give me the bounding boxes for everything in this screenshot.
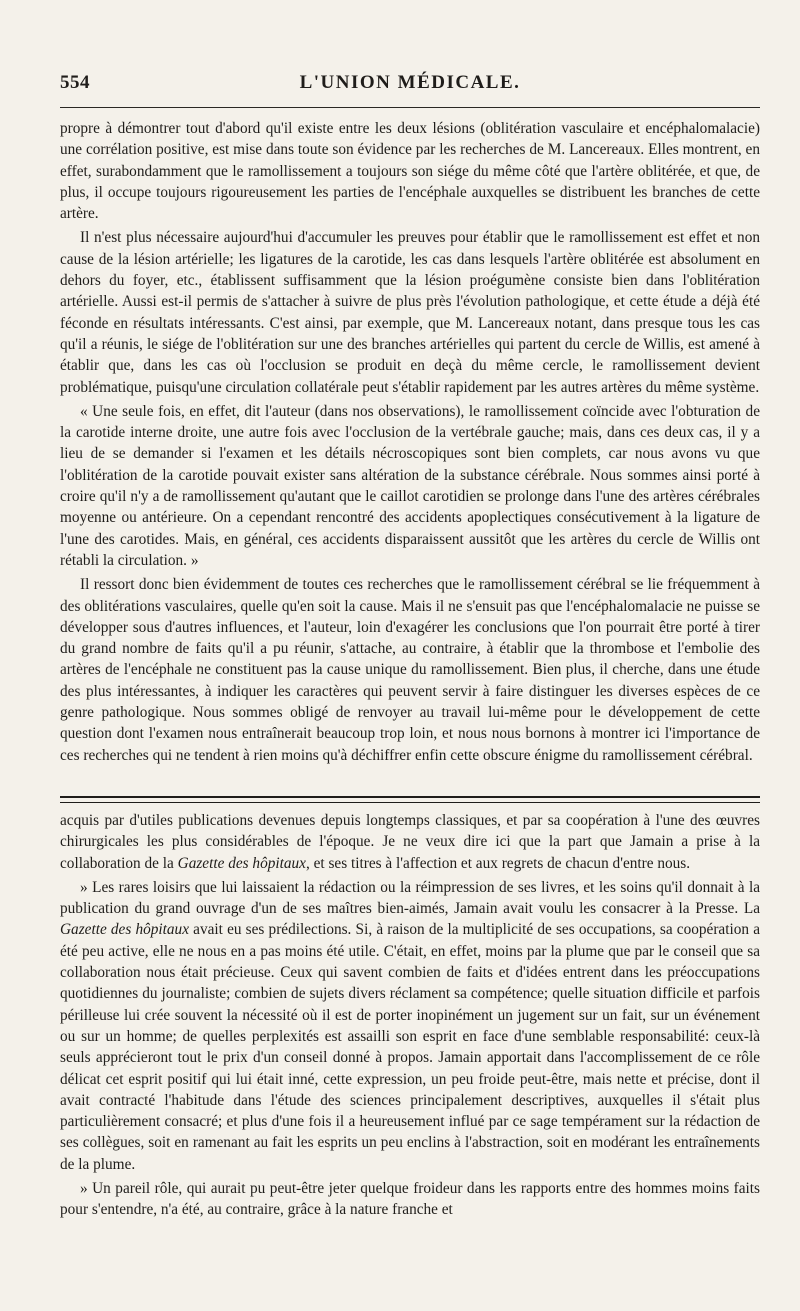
quotation-paragraph: « Une seule fois, en effet, dit l'auteur (dans nos observations), le ramollissement coïncide avec l'obturation de la carotide interne droite, une autre fois avec l'occlusion de la vertébrale gauche; mais, dans ces deux cas, il y a lieu de se demander si l'examen et les détails nécroscopiques sont bien complets, car nous avons vu que l'oblitération de la carotide pouvait exister sans altération de la substance cérébrale. Nous sommes ainsi porté à croire qu'il n'y a de ramollissement qu'autant que le caillot carotidien se prolonge dans l'une des artères cérébrales moyenne ou antérieure. On a cependant rencontré des accidents apoplectiques consécutivement à la ligature de l'une des carotides. Mais, en général, ces accidents disparaissent aussitôt que les artères du cercle de Willis ont rétabli la circulation. » bbox=[60, 402, 760, 569]
text-run: avait eu ses prédilections. Si, à raison de la multiplicité de ses occupations, sa coopération a été peu active, elle ne nous en a pas moins été utile. C'était, en effet, moins par la plume que par le conseil que sa collaboration nous était précieuse. Ceux qui savent combien de faits et d'idées entrent dans les préoccupations quotidiennes du journaliste; combien de sujets divers réclament sa compétence; quelle situation difficile et parfois périlleuse lui crée souvent la nécessité où il est de porter inopinément un jugement sur un fait, sur un événement ou sur un homme; de quelles perplexités est assailli son esprit en face d'une semblable responsabilité: ceux-là seuls apprécieront tout le prix d'un conseil donné à propos. Jamain apportait dans l'accomplissement de ce rôle délicat cet esprit positif qui lui était inné, cette expression, un peu froide peut-être, mais nette et précise, dont il avait contracté l'habitude dans l'étude des sciences principalement descriptives, auxquelles il s'était plus particulièrement consacré; et plus d'une fois il a heureusement influé par ce sage tempérament sur la rédaction de ses collègues, soit en ramenant au fait les esprits un peu enclins à l'abstraction, soit en modérant les entraînements de la plume. bbox=[60, 921, 760, 1173]
paragraph: » Un pareil rôle, qui aurait pu peut-être jeter quelque froideur dans les rapports entre des hommes moins faits pour s'entendre, n'a été, au contraire, grâce à la nature franche et bbox=[60, 1180, 760, 1219]
section-divider bbox=[60, 796, 760, 803]
lower-article bbox=[60, 810, 760, 1221]
journal-title-italic: Gazette des hôpitaux bbox=[60, 921, 189, 939]
text-run: , et ses titres à l'affection et aux regrets de chacun d'entre nous. bbox=[305, 854, 691, 872]
running-title: L'UNION MÉDICALE. bbox=[299, 72, 521, 93]
paragraph bbox=[60, 810, 760, 874]
paragraph: Il ressort donc bien évidemment de toutes ces recherches que le ramollissement cérébral se lie fréquemment à des oblitérations vasculaires, quelle qu'en soit la cause. Mais il ne s'ensuit pas que l'encéphalomalacie ne puisse se développer sous d'autres influences, et l'auteur, loin d'exagérer les conclusions que l'on pourrait être porté à tirer du grand nombre de faits qu'il a pu réunir, s'attache, au contraire, à établir que la thrombose et l'embolie des artères de l'encéphale ne constituent pas la cause unique du ramollissement. Bien plus, il cherche, dans une étude des plus intéressantes, à indiquer les caractères qui peuvent servir à faire distinguer les diverses espèces de ce genre pathologique. Nous sommes obligé de renvoyer au travail lui-même pour le développement de cette question dont l'examen nous entraînerait beaucoup trop loin, et nous nous bornons à montrer ici l'importance de ces recherches qui ne tendent à rien moins qu'à déchiffrer enfin cette obscure énigme du ramollissement cérébral. bbox=[60, 576, 760, 764]
text-run: » Les rares loisirs que lui laissaient la rédaction ou la réimpression de ses livres, et les soins qu'il donnait à la publication du grand ouvrage d'un de ses maîtres bien-aimés, Jamain avait voulu les consacrer à la Presse. La bbox=[60, 878, 760, 918]
page-number: 554 bbox=[60, 72, 90, 93]
paragraph: Il n'est plus nécessaire aujourd'hui d'accumuler les preuves pour établir que le ramollissement est effet et non cause de la lésion artérielle; les ligatures de la carotide, les cas dans lesquels l'artère oblitérée est absolument en dehors du foyer, etc., établissent suffisamment que la lésion proégumène consiste bien dans l'oblitération artérielle. Aussi est-il permis de s'attacher à suivre de plus près l'évolution pathologique, et cette étude a déjà été féconde en résultats intéressants. C'est ainsi, par exemple, que M. Lancereaux notant, dans presque tous les cas qu'il a réunis, le siége de l'oblitération sur une des branches artérielles qui partent du cercle de Willis, est amené à établir que, dans les cas où l'occlusion se produit en deçà du même cercle, le ramollissement devient problématique, puisqu'une circulation collatérale peut s'établir rapidement par les autres artères du même système. bbox=[60, 229, 760, 396]
paragraph bbox=[60, 877, 760, 1175]
header-rule bbox=[60, 107, 760, 108]
upper-article bbox=[60, 118, 760, 766]
paragraph: propre à démontrer tout d'abord qu'il existe entre les deux lésions (oblitération vasculaire et encéphalomalacie) une corrélation positive, est mise dans toute son évidence par les recherches de M. Lancereaux. Elles montrent, en effet, surabondamment que le ramollissement a toujours son siége du même côté que l'artère oblitérée, et que, de plus, il occupe toujours rigoureusement les parties de l'encéphale auxquelles se distribuent les branches de cette artère. bbox=[60, 120, 760, 223]
text-run: acquis par d'utiles publications devenues depuis longtemps classiques, et par sa coopération à l'une des œuvres chirurgicales les plus considérables de l'époque. Je ne veux dire ici que la part que Jamain a prise à la collaboration de la bbox=[60, 812, 760, 872]
journal-title-italic: Gazette des hôpitaux bbox=[177, 854, 306, 872]
page-header bbox=[60, 72, 760, 102]
